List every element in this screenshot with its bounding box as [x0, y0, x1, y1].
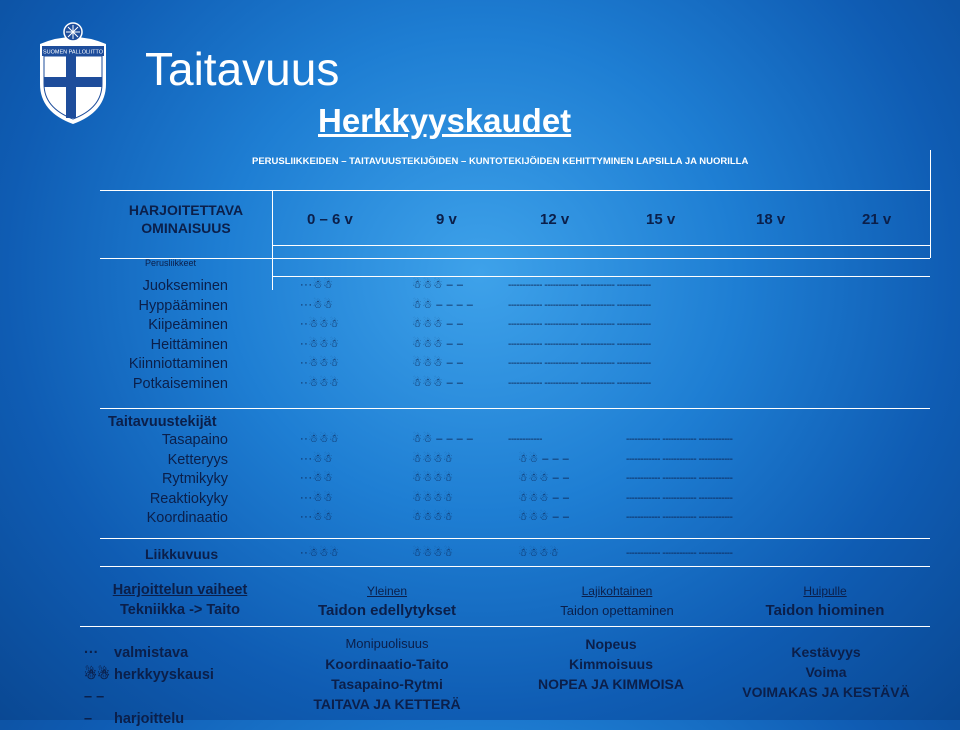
- row-label: Juokseminen: [142, 278, 228, 294]
- bottom-col2-line: Nopeus: [585, 636, 637, 652]
- bottom-col2-line: NOPEA JA KIMMOISA: [538, 676, 684, 692]
- cell-early: ···☃☃: [300, 279, 334, 291]
- bottom-col3-line: Voima: [805, 664, 847, 680]
- cell-early: ···☃☃: [300, 491, 334, 504]
- row-label: Koordinaatio: [146, 510, 228, 526]
- phase-yleinen: [292, 584, 482, 619]
- cell-rest: ------------ ------------ ------------ ------------: [508, 377, 651, 389]
- svg-text:SUOMEN PALLOLIITTO: SUOMEN PALLOLIITTO: [42, 49, 104, 56]
- divider: [272, 276, 930, 277]
- cell-9v: ☃☃☃ – –: [412, 376, 464, 389]
- cell-rest: ------------ ------------ ------------: [626, 512, 733, 523]
- cell-9v: ☃☃ – – – –: [412, 298, 474, 311]
- divider: [100, 408, 930, 409]
- cell-9v: ☃☃☃ – –: [412, 357, 464, 369]
- bottom-col1-line: Koordinaatio-Taito: [325, 656, 449, 672]
- cell-rest: ------------ ------------ ------------ ------------: [508, 358, 651, 369]
- legend: [84, 642, 214, 730]
- cell-rest: ------------ ------------ ------------ ------------: [508, 299, 651, 311]
- phase-huipulle: [730, 584, 920, 619]
- bottom-col2: [506, 634, 716, 694]
- cell-early: ···☃☃: [300, 452, 334, 465]
- legend-valmistava-label: valmistava: [114, 645, 189, 661]
- row-label: Kiinniottaminen: [128, 356, 228, 372]
- page-title: Taitavuus: [145, 43, 340, 95]
- row-label: Rytmikyky: [161, 471, 228, 487]
- cell-9v: ☃☃ – – – –: [412, 433, 474, 445]
- bottom-col3-line: Kestävyys: [791, 644, 861, 660]
- cell-early: ··☃☃☃: [300, 357, 340, 369]
- cell-rest: ------------ ------------ ------------ ------------: [508, 319, 651, 330]
- phase-link-lajikohtainen[interactable]: Lajikohtainen: [581, 584, 653, 598]
- divider: [100, 190, 930, 191]
- phase-sub-yleinen: Taidon edellytykset: [317, 602, 457, 619]
- age-9: 9 v: [436, 211, 457, 228]
- phase-sub-lajikohtainen: Taidon opettaminen: [560, 603, 674, 618]
- legend-herkkyyskausi: [84, 664, 214, 686]
- cell-rest: ------------ ------------ ------------: [626, 473, 733, 484]
- divider: [272, 245, 930, 246]
- liikkuvuus-rest: ------------ ------------ ------------: [626, 548, 733, 559]
- legend-herkkyyskausi-label: herkkyyskausi: [114, 667, 214, 683]
- bottom-col2-line: Kimmoisuus: [568, 656, 653, 672]
- age-18: 18 v: [756, 211, 786, 228]
- row-label: Reaktiokyky: [149, 490, 228, 507]
- legend-harjoittelu-label: harjoittelu: [114, 711, 185, 727]
- cell-early: ···☃☃: [300, 472, 334, 484]
- banner-text: PERUSLIIKKEIDEN – TAITAVUUSTEKIJÖIDEN – KUNTOTEKIJÖIDEN KEHITTYMINEN LAPSILLA JA NUORILLA: [252, 156, 749, 167]
- age-12: 12 v: [540, 211, 570, 228]
- bottom-col1-line: Tasapaino-Rytmi: [331, 676, 443, 692]
- cell-rest: ------------ ------------ ------------ ------------: [508, 338, 651, 350]
- cell-9v: ☃☃☃☃: [412, 472, 454, 484]
- legend-valmistava: [84, 642, 214, 664]
- person-icon: ☃☃: [84, 667, 110, 683]
- phases-link[interactable]: Harjoittelun vaiheet: [112, 582, 248, 598]
- divider: [100, 566, 930, 567]
- row-label: Potkaiseminen: [132, 375, 228, 392]
- phase-sub-huipulle: Taidon hiominen: [765, 602, 885, 619]
- bottom-col3: [722, 642, 930, 702]
- ominaisuus-line-2: OMINAISUUS: [141, 219, 231, 236]
- cell-9v: ☃☃☃ – –: [412, 318, 464, 330]
- cell-early: ··☃☃☃: [300, 376, 340, 389]
- divider: [100, 258, 930, 259]
- page-subtitle: Herkkyyskaudet: [318, 102, 572, 139]
- divider: [100, 538, 930, 539]
- liikkuvuus-c2: ☃☃☃☃: [412, 547, 454, 559]
- cell-early: ··☃☃☃: [300, 433, 340, 445]
- age-15: 15 v: [646, 211, 676, 228]
- divider: [272, 190, 273, 290]
- row-label: Tasapaino: [161, 432, 228, 448]
- ominaisuus-line-1: HARJOITETTAVA: [128, 202, 244, 218]
- cell-12v: ☃☃☃ – –: [518, 511, 570, 523]
- age-0-6: 0 – 6 v: [307, 211, 353, 228]
- cell-early: ···☃☃: [300, 511, 334, 523]
- liikkuvuus-label: Liikkuvuus: [145, 546, 219, 562]
- bottom-col3-line: VOIMAKAS JA KESTÄVÄ: [742, 684, 910, 700]
- cell-rest: ------------ ------------ ------------: [626, 492, 733, 504]
- dash-icon: – – –: [84, 689, 105, 727]
- legend-harjoittelu: [84, 686, 214, 730]
- cell-9v: ☃☃☃☃: [412, 452, 454, 465]
- cell-rest: ------------ ------------ ------------: [626, 453, 733, 465]
- cell-rest: ------------ ------------ ------------ ------------: [508, 280, 651, 291]
- cell-9v: ☃☃☃☃: [412, 491, 454, 504]
- liikkuvuus-c3: ☃☃☃☃: [518, 547, 560, 559]
- cell-9v: ☃☃☃ – –: [412, 337, 464, 350]
- row-label: Ketteryys: [167, 451, 228, 468]
- cell-rest: ------------ ------------ ------------: [626, 434, 733, 445]
- liikkuvuus-c1: ··☃☃☃: [300, 547, 340, 559]
- taitavuustekijat-heading: Taitavuustekijät: [108, 414, 217, 430]
- frame-right: [930, 150, 931, 258]
- phases-sub: Tekniikka -> Taito: [120, 602, 240, 618]
- bottom-col1-line: TAITAVA JA KETTERÄ: [313, 696, 461, 712]
- suomen-palloliitto-logo: [36, 22, 110, 126]
- cell-12v: ☃☃☃ – –: [518, 491, 570, 504]
- bottom-col1: [282, 634, 492, 714]
- row-label: Heittäminen: [150, 336, 228, 353]
- ominaisuus-header: [100, 202, 272, 237]
- phases-header: [80, 582, 280, 618]
- cell-early: ···☃☃: [300, 298, 334, 311]
- row-label: Kiipeäminen: [148, 317, 228, 333]
- cell-9v: ☃☃☃☃: [412, 511, 454, 523]
- phase-link-huipulle[interactable]: Huipulle: [803, 584, 847, 598]
- cell-12v: ------------: [508, 434, 542, 445]
- cell-12v: ☃☃☃ – –: [518, 472, 570, 484]
- age-21: 21 v: [862, 211, 892, 228]
- divider: [80, 626, 930, 627]
- dots-icon: ···: [84, 645, 99, 661]
- cell-12v: ☃☃ – – –: [518, 452, 570, 465]
- perusliikkeet-heading: Perusliikkeet: [145, 258, 197, 268]
- phase-link-yleinen[interactable]: Yleinen: [366, 584, 408, 598]
- bottom-col1-line: Monipuolisuus: [345, 636, 429, 651]
- row-label: Hyppääminen: [138, 297, 228, 314]
- phase-lajikohtainen: [522, 584, 712, 618]
- cell-9v: ☃☃☃ – –: [412, 279, 464, 291]
- cell-early: ··☃☃☃: [300, 337, 340, 350]
- cell-early: ··☃☃☃: [300, 318, 340, 330]
